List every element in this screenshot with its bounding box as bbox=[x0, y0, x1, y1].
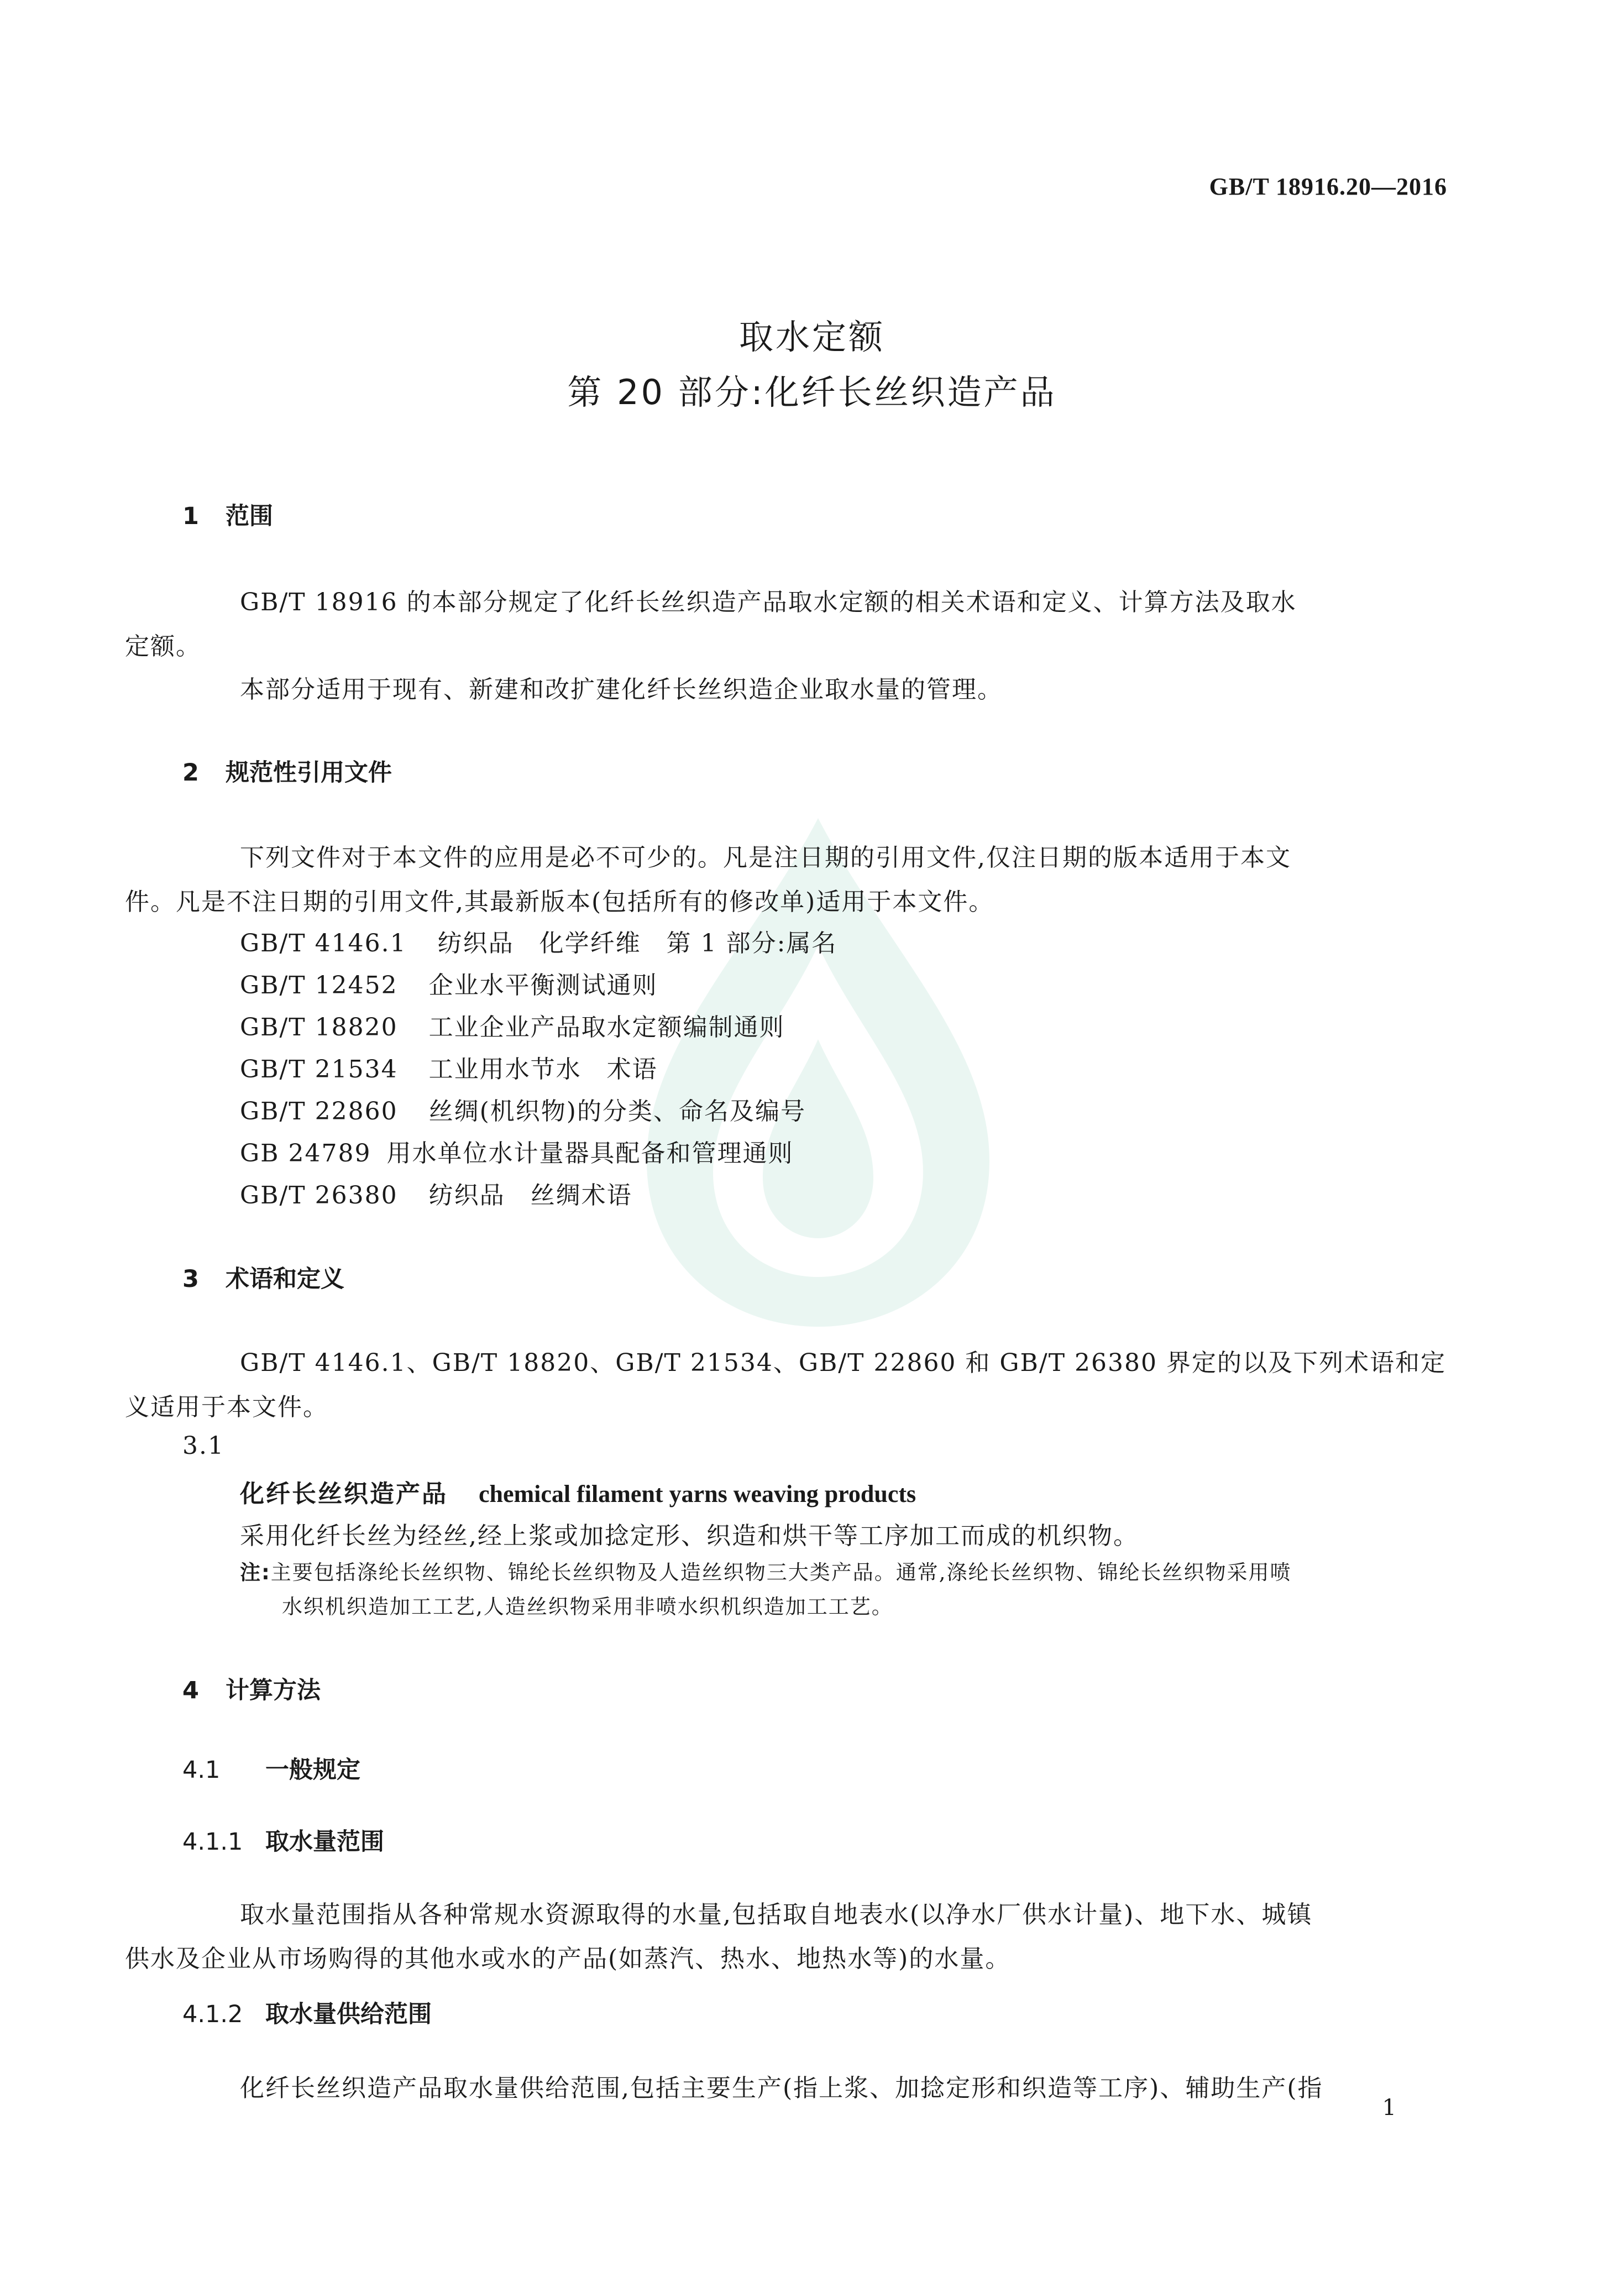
reference-item bbox=[240, 1091, 806, 1127]
reference-code: GB/T 12452 bbox=[240, 971, 398, 999]
reference-title: 工业用水节水 术语 bbox=[428, 1055, 658, 1083]
section-title: 取水量范围 bbox=[265, 1828, 384, 1856]
section-number: 4.1.2 bbox=[182, 2001, 243, 2028]
reference-item bbox=[240, 923, 837, 959]
term-number: 3.1 bbox=[182, 1432, 224, 1460]
text-line: GB/T 18916 的本部分规定了化纤长丝织造产品取水定额的相关术语和定义、计算方法及取水 bbox=[240, 588, 1297, 616]
reference-title: 纺织品 丝绸术语 bbox=[428, 1181, 632, 1210]
reference-title: 用水单位水计量器具配备和管理通则 bbox=[386, 1139, 794, 1168]
term-heading bbox=[240, 1474, 916, 1509]
section-title: 术语和定义 bbox=[226, 1265, 344, 1293]
section-2-paragraph-1 bbox=[125, 836, 1454, 924]
section-number: 4.1.1 bbox=[182, 1828, 243, 1856]
reference-item bbox=[240, 965, 658, 1001]
page-number: 1 bbox=[1382, 2095, 1396, 2121]
section-number: 2 bbox=[182, 759, 199, 787]
section-1-paragraph-2: 本部分适用于现有、新建和改扩建化纤长丝织造企业取水量的管理。 bbox=[240, 676, 1003, 704]
section-1-paragraph-1 bbox=[125, 580, 1454, 669]
reference-item bbox=[240, 1007, 785, 1043]
note-text: 主要包括涤纶长丝织物、锦纶长丝织物及人造丝织物三大类产品。通常,涤纶长丝织物、锦纶长丝织物采用喷 bbox=[270, 1561, 1292, 1584]
subsection-4-1-2-heading bbox=[182, 1996, 432, 2029]
subsection-4-1-heading bbox=[182, 1751, 360, 1785]
reference-code: GB 24789 bbox=[240, 1139, 371, 1168]
section-number: 4 bbox=[182, 1677, 199, 1704]
section-2-heading bbox=[182, 754, 392, 788]
reference-code: GB/T 18820 bbox=[240, 1013, 398, 1041]
reference-code: GB/T 26380 bbox=[240, 1181, 398, 1210]
reference-item bbox=[240, 1049, 658, 1085]
section-title: 取水量供给范围 bbox=[265, 2001, 432, 2028]
reference-code: GB/T 21534 bbox=[240, 1055, 398, 1083]
reference-code: GB/T 4146.1 bbox=[240, 929, 407, 957]
reference-item bbox=[240, 1175, 632, 1211]
term-english: chemical filament yarns weaving products bbox=[479, 1480, 916, 1507]
reference-title: 企业水平衡测试通则 bbox=[428, 971, 658, 999]
section-1-heading bbox=[182, 498, 273, 531]
section-title: 范围 bbox=[226, 502, 273, 530]
section-number: 4.1 bbox=[182, 1756, 221, 1784]
note bbox=[240, 1556, 1456, 1624]
text-line: 件。凡是不注日期的引用文件,其最新版本(包括所有的修改单)适用于本文件。 bbox=[125, 888, 994, 916]
reference-item bbox=[240, 1133, 793, 1169]
section-3-heading bbox=[182, 1260, 344, 1294]
section-title: 计算方法 bbox=[226, 1677, 321, 1704]
section-number: 3 bbox=[182, 1265, 199, 1293]
term-chinese: 化纤长丝织造产品 bbox=[240, 1480, 448, 1508]
text-line: 下列文件对于本文件的应用是必不可少的。凡是注日期的引用文件,仅注日期的版本适用于本文 bbox=[240, 844, 1291, 872]
text-line: 义适用于本文件。 bbox=[125, 1393, 328, 1421]
section-3-paragraph-1 bbox=[125, 1341, 1454, 1430]
subsection-4-1-1-paragraph bbox=[125, 1893, 1454, 1981]
document-code: GB/T 18916.20—2016 bbox=[1209, 173, 1447, 200]
text-line: GB/T 4146.1、GB/T 18820、GB/T 21534、GB/T 22860 和 GB/T 26380 界定的以及下列术语和定 bbox=[240, 1349, 1447, 1377]
text-line: 取水量范围指从各种常规水资源取得的水量,包括取自地表水(以净水厂供水计量)、地下水、城镇 bbox=[240, 1901, 1313, 1929]
subsection-4-1-2-paragraph: 化纤长丝织造产品取水量供给范围,包括主要生产(指上浆、加捻定形和织造等工序)、辅助生产(指 bbox=[240, 2074, 1323, 2102]
section-4-heading bbox=[182, 1672, 321, 1705]
document-title: 取水定额 bbox=[738, 317, 885, 357]
term-definition: 采用化纤长丝为经丝,经上浆或加捻定形、织造和烘干等工序加工而成的机织物。 bbox=[240, 1522, 1139, 1550]
section-number: 1 bbox=[182, 502, 199, 530]
reference-code: GB/T 22860 bbox=[240, 1097, 398, 1125]
note-text: 水织机织造加工工艺,人造丝织物采用非喷水织机织造加工工艺。 bbox=[282, 1595, 893, 1619]
note-label: 注: bbox=[240, 1561, 271, 1584]
subsection-4-1-1-heading bbox=[182, 1823, 384, 1857]
section-title: 一般规定 bbox=[265, 1756, 360, 1784]
reference-title: 纺织品 化学纤维 第 1 部分:属名 bbox=[437, 929, 837, 957]
text-line: 供水及企业从市场购得的其他水或水的产品(如蒸汽、热水、地热水等)的水量。 bbox=[125, 1945, 1011, 1973]
reference-title: 工业企业产品取水定额编制通则 bbox=[428, 1013, 785, 1041]
reference-title: 丝绸(机织物)的分类、命名及编号 bbox=[428, 1097, 806, 1125]
document-subtitle: 第 20 部分:化纤长丝织造产品 bbox=[567, 372, 1057, 412]
text-line: 定额。 bbox=[125, 632, 201, 661]
section-title: 规范性引用文件 bbox=[226, 759, 392, 787]
